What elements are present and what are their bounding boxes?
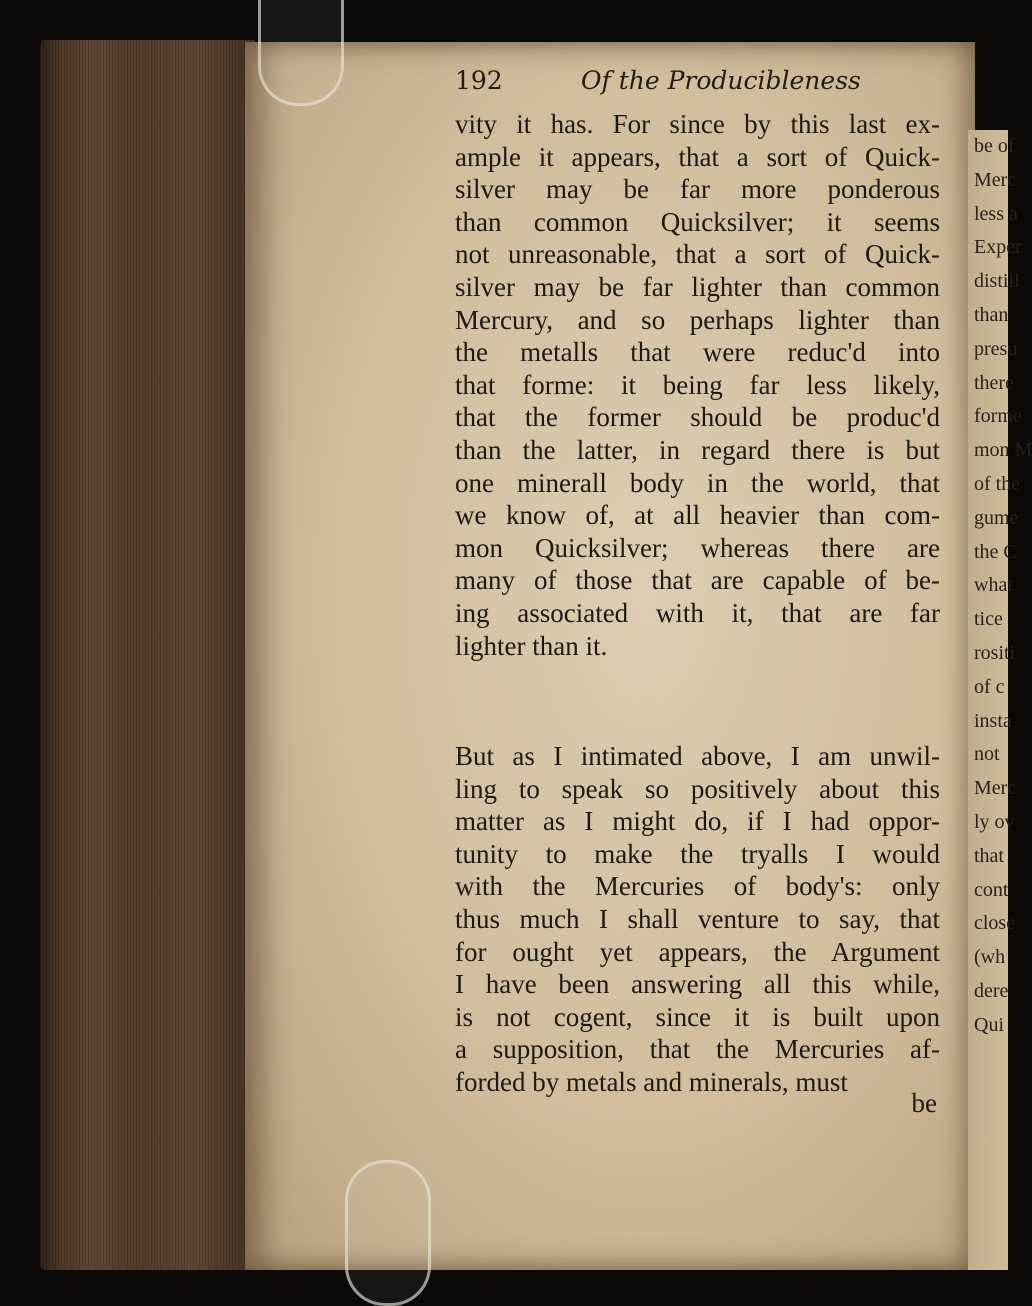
text-line: a supposition, that the Mercuries af- bbox=[455, 1034, 940, 1065]
page-clip-top bbox=[258, 0, 344, 106]
body-text bbox=[455, 108, 940, 1099]
book-fore-edge bbox=[40, 40, 255, 1270]
text-line: is not cogent, since it is built upon bbox=[455, 1001, 940, 1032]
next-page-fragment: Exper bbox=[974, 236, 1022, 259]
running-head bbox=[455, 66, 915, 106]
text-line: mon Quicksilver; whereas there are bbox=[455, 532, 940, 563]
text-line: one minerall body in the world, that bbox=[455, 467, 940, 498]
next-page-fragment: dere bbox=[974, 979, 1009, 1002]
next-page-fragment: rositi bbox=[974, 641, 1016, 664]
text-line: for ought yet appears, the Argument bbox=[455, 936, 940, 967]
next-page-fragment: than bbox=[974, 303, 1009, 326]
text-line: with the Mercuries of body's: only bbox=[455, 871, 940, 902]
next-page-fragment: not bbox=[974, 743, 1000, 766]
next-page-fragment: forme bbox=[974, 405, 1022, 428]
page-clip-bottom bbox=[345, 1160, 431, 1306]
text-line: that the former should be produc'd bbox=[455, 402, 940, 433]
next-page-fragment: insta bbox=[974, 709, 1012, 732]
next-page-fragment: Qui bbox=[974, 1013, 1004, 1036]
text-line: ing associated with it, that are far bbox=[455, 597, 940, 628]
text-line: the metalls that were reduc'd into bbox=[455, 337, 940, 368]
next-page-fragment: what bbox=[974, 574, 1013, 597]
text-line: tunity to make the tryalls I would bbox=[455, 838, 940, 869]
paragraph-2 bbox=[455, 740, 940, 1099]
text-line: Mercury, and so perhaps lighter than bbox=[455, 304, 940, 335]
next-page-fragment: there bbox=[974, 371, 1014, 394]
next-page-fragment: mon M bbox=[974, 439, 1032, 462]
next-page-fragment: of the bbox=[974, 472, 1021, 495]
next-page-fragment: tice bbox=[974, 608, 1003, 631]
next-page-fragment: the C bbox=[974, 540, 1017, 563]
text-line: I have been answering all this while, bbox=[455, 969, 940, 1000]
catchword: be bbox=[911, 1088, 937, 1118]
next-page-fragment: close bbox=[974, 912, 1016, 935]
next-page-fragment: (wh bbox=[974, 946, 1006, 969]
next-page-edge bbox=[968, 130, 1032, 1270]
next-page-fragment: that bbox=[974, 844, 1004, 867]
text-line: than common Quicksilver; it seems bbox=[455, 206, 940, 237]
next-page-fragment: of c bbox=[974, 675, 1005, 698]
next-page-fragment: distill bbox=[974, 270, 1020, 293]
page-number: 192 bbox=[455, 66, 503, 95]
next-page-fragment: gume bbox=[974, 506, 1019, 529]
next-page-fragment: be of bbox=[974, 135, 1015, 157]
text-line: than the latter, in regard there is but bbox=[455, 434, 940, 465]
text-line: we know of, at all heavier than com- bbox=[455, 500, 940, 531]
running-title: Of the Producibleness bbox=[581, 66, 861, 95]
next-page-fragment: cont bbox=[974, 878, 1009, 901]
text-line: that forme: it being far less likely, bbox=[455, 369, 940, 400]
paragraph-1 bbox=[455, 108, 940, 662]
text-line: ling to speak so positively about this bbox=[455, 773, 940, 804]
next-page-fragment: presu bbox=[974, 337, 1018, 360]
text-line: But as I intimated above, I am unwil- bbox=[455, 741, 940, 772]
text-line: forded by metals and minerals, must bbox=[455, 1067, 848, 1098]
text-line: matter as I might do, if I had oppor- bbox=[455, 806, 940, 837]
text-line: ample it appears, that a sort of Quick- bbox=[455, 141, 940, 172]
next-page-fragment: less a bbox=[974, 202, 1018, 225]
text-line: vity it has. For since by this last ex- bbox=[455, 109, 940, 139]
text-line: silver may be far lighter than common bbox=[455, 271, 940, 302]
text-line: many of those that are capable of be- bbox=[455, 565, 940, 596]
text-line: lighter than it. bbox=[455, 630, 608, 661]
next-page-fragment: Merc bbox=[974, 777, 1017, 800]
next-page-fragment: Merc bbox=[974, 168, 1017, 191]
text-line: not unreasonable, that a sort of Quick- bbox=[455, 239, 940, 270]
text-line: silver may be far more ponderous bbox=[455, 174, 940, 205]
text-line: thus much I shall venture to say, that bbox=[455, 904, 940, 935]
next-page-fragment: ly ov bbox=[974, 810, 1015, 833]
